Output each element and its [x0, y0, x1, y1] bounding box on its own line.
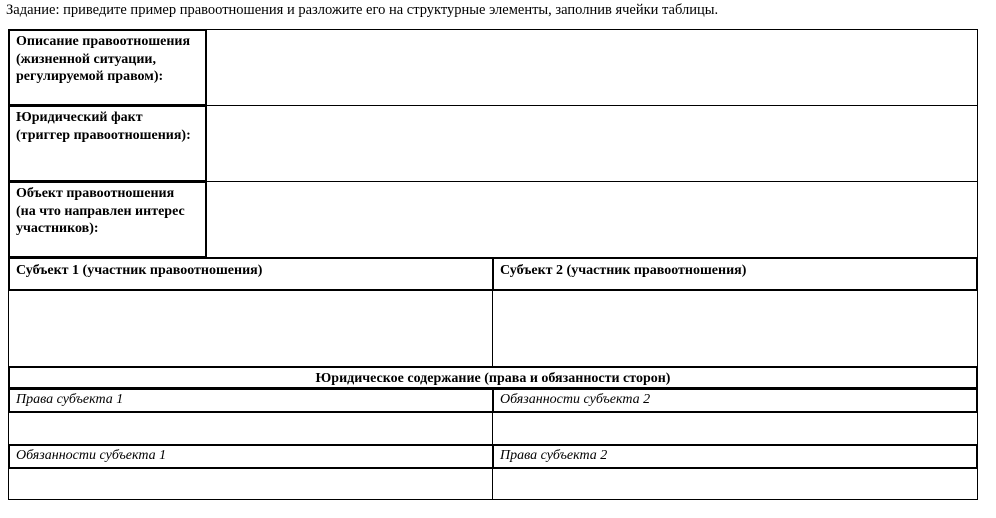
subject-2-header [492, 257, 978, 291]
rights-subject-1-label-cell [8, 388, 494, 413]
subject-1-label: Субъект 1 (участник правоотношения) [16, 263, 263, 278]
subject-2-label: Субъект 2 (участник правоотношения) [500, 263, 747, 278]
description-label-line-1: Описание правоотношения [16, 34, 191, 49]
rights-subject-2-label: Права субъекта 2 [500, 448, 608, 463]
rights-subject-1-label: Права субъекта 1 [16, 392, 124, 407]
duties-subject-1-label-cell [8, 444, 494, 469]
description-label-cell [8, 29, 207, 106]
subject-1-header [8, 257, 494, 291]
object-label-line-2: (на что направлен интерес [16, 203, 185, 219]
legal-content-header [8, 366, 978, 389]
duties-subject-2-label: Обязанности субъекта 2 [500, 392, 651, 407]
object-label-cell [8, 181, 207, 258]
duties-subject-2-label-cell [492, 388, 978, 413]
subject-1-value-cell[interactable] [8, 290, 493, 367]
description-label-line-3: регулируемой правом): [16, 69, 164, 84]
duties-subject-1-label: Обязанности субъекта 1 [16, 448, 167, 463]
object-label-line-3: участников): [16, 221, 99, 236]
description-value-cell[interactable] [206, 29, 978, 106]
description-label-line-2: (жизненной ситуации, [16, 51, 156, 67]
rights-subject-1-value-cell[interactable] [8, 412, 493, 445]
object-label-line-1: Объект правоотношения [16, 186, 175, 201]
legal-fact-label-cell [8, 105, 207, 182]
legal-fact-label-line-1: Юридический факт [16, 110, 143, 125]
legal-fact-label-line-2: (триггер правоотношения): [16, 127, 191, 143]
object-value-cell[interactable] [206, 181, 978, 258]
duties-subject-1-value-cell[interactable] [8, 468, 493, 500]
legal-content-label: Юридическое содержание (права и обязанности сторон) [315, 371, 671, 386]
task-instruction: Задание: приведите пример правоотношения и разложите его на структурные элементы, заполнив ячейки таблицы. [6, 2, 719, 18]
rights-subject-2-value-cell[interactable] [492, 468, 978, 500]
legal-fact-value-cell[interactable] [206, 105, 978, 182]
rights-subject-2-label-cell [492, 444, 978, 469]
duties-subject-2-value-cell[interactable] [492, 412, 978, 445]
subject-2-value-cell[interactable] [492, 290, 978, 367]
